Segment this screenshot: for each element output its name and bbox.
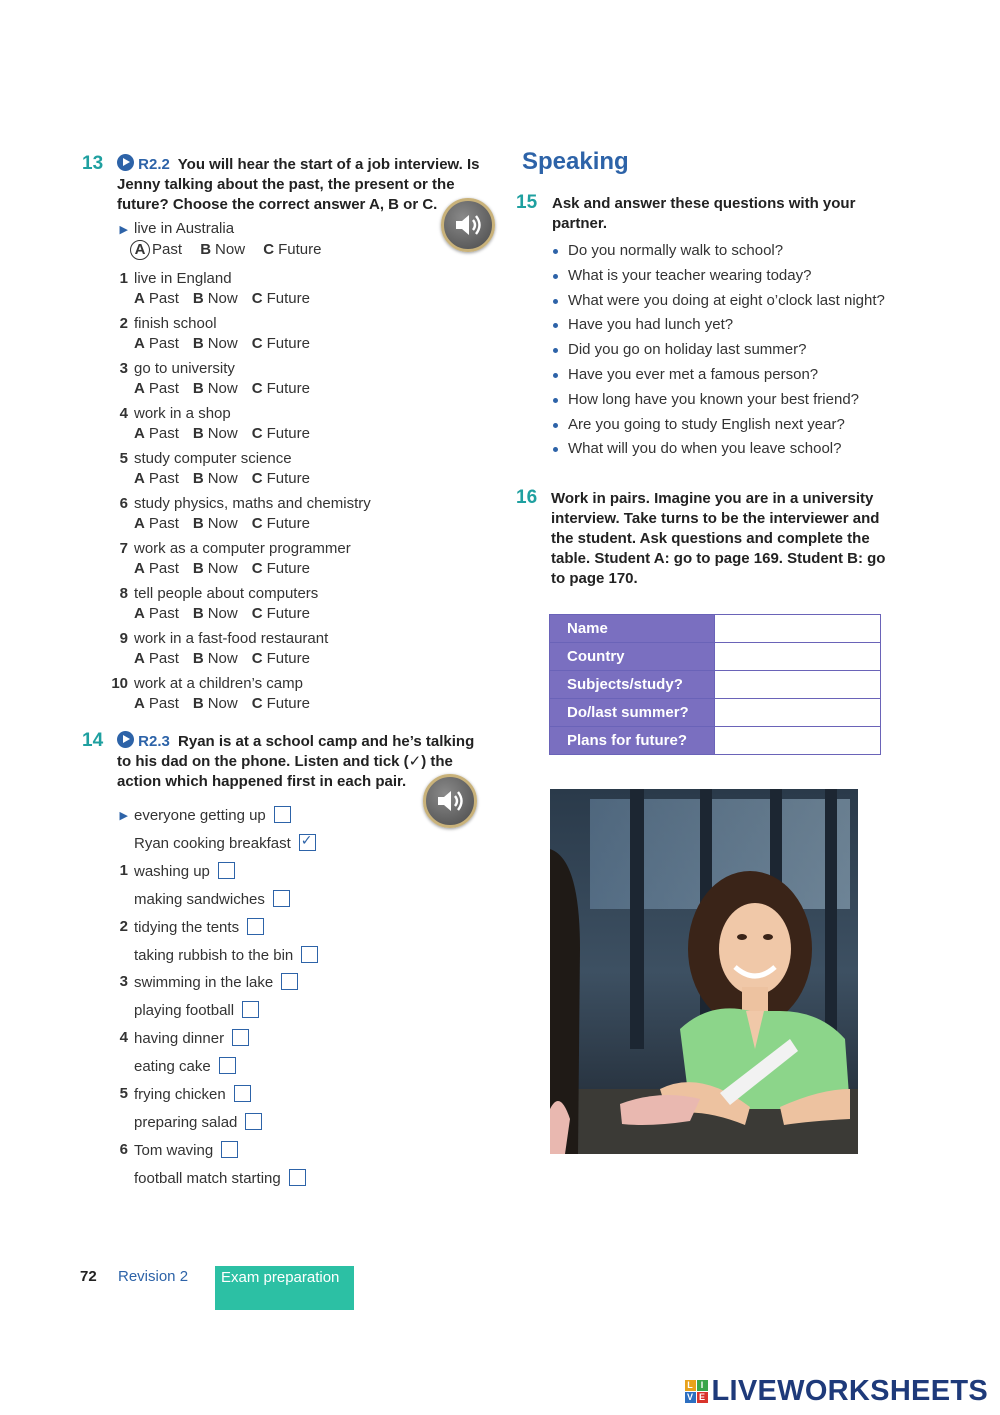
question-item: Are you going to study English next year? xyxy=(552,416,885,441)
option-b[interactable]: B Now xyxy=(192,650,238,667)
item-options xyxy=(134,515,324,532)
tick-box[interactable] xyxy=(273,890,290,907)
question-item: What were you doing at eight o’clock last night? xyxy=(552,292,885,317)
item-number: 6 xyxy=(119,495,128,512)
option-a[interactable]: A Past xyxy=(134,425,179,442)
item-number: 5 xyxy=(119,1085,128,1102)
question-item: Did you go on holiday last summer? xyxy=(552,341,885,366)
item-options xyxy=(134,650,324,667)
item-text: taking rubbish to the bin xyxy=(134,946,294,964)
interview-photo xyxy=(550,789,858,1154)
item-options xyxy=(134,380,324,397)
row-label: Country xyxy=(550,643,715,671)
exam-preparation-tab[interactable]: Exam preparation xyxy=(215,1266,354,1310)
brand-name: LIVEWORKSHEETS xyxy=(711,1374,988,1407)
option-b[interactable]: B Now xyxy=(192,380,238,397)
triangle-bullet-icon: ▶ xyxy=(119,810,128,822)
item-text: finish school xyxy=(134,315,217,332)
item-text: study computer science xyxy=(134,450,292,467)
answer-cell[interactable] xyxy=(715,727,881,755)
item-text: making sandwiches xyxy=(134,890,265,908)
item-number: 4 xyxy=(119,1029,128,1047)
item-text: swimming in the lake xyxy=(134,974,274,992)
item-number: 6 xyxy=(119,1140,128,1158)
item-options xyxy=(134,425,324,442)
speaking-title: Speaking xyxy=(522,148,629,175)
option-b[interactable]: B Now xyxy=(200,241,246,258)
ex13-audio-code: R2.2 xyxy=(138,156,170,173)
row-label: Name xyxy=(550,615,715,643)
option-c[interactable]: C Future xyxy=(251,605,310,622)
ex14-audio-code: R2.3 xyxy=(138,733,170,750)
item-text: playing football xyxy=(134,1002,235,1020)
tick-box[interactable] xyxy=(218,862,235,879)
item-text: work as a computer programmer xyxy=(134,540,351,557)
item-text: tidying the tents xyxy=(134,918,240,936)
option-a[interactable]: A Past xyxy=(134,290,179,307)
item-text: Ryan cooking breakfast xyxy=(134,834,291,852)
answer-cell[interactable] xyxy=(715,643,881,671)
item-text: football match starting xyxy=(134,1169,281,1187)
option-a[interactable]: A Past xyxy=(134,335,179,352)
item-text: work in a fast-food restaurant xyxy=(134,630,329,647)
tick-box[interactable] xyxy=(242,1001,259,1018)
ex15-question-list xyxy=(552,242,885,465)
example-options xyxy=(130,240,335,260)
item-text: tell people about computers xyxy=(134,585,319,602)
tick-box[interactable] xyxy=(245,1113,262,1130)
ex15-instructions: Ask and answer these questions with your partner. xyxy=(552,195,856,232)
speaker-icon[interactable] xyxy=(423,774,477,828)
ex16-instructions: Work in pairs. Imagine you are in a university interview. Take turns to be the interviewer and the student. Ask questions and complete the table. Student A: go to page 169. Student B: go to page 170. xyxy=(551,490,886,587)
row-label: Subjects/study? xyxy=(550,671,715,699)
item-text: everyone getting up xyxy=(134,807,266,824)
tick-box[interactable] xyxy=(234,1085,251,1102)
liveworksheets-icon: L I V E xyxy=(685,1380,708,1403)
ex13-number: 13 xyxy=(82,153,104,174)
item-text: frying chicken xyxy=(134,1086,226,1103)
tick-box[interactable] xyxy=(247,918,264,935)
item-number: 1 xyxy=(119,861,128,879)
option-b[interactable]: B Now xyxy=(192,290,238,307)
question-item: How long have you known your best friend? xyxy=(552,391,885,416)
option-a[interactable]: A Past xyxy=(134,605,179,622)
tick-box[interactable] xyxy=(301,946,318,963)
option-c[interactable]: C Future xyxy=(251,290,310,307)
ex16-number: 16 xyxy=(516,487,538,508)
option-b[interactable]: B Now xyxy=(192,335,238,352)
option-c[interactable]: C Future xyxy=(251,650,310,667)
row-label: Do/last summer? xyxy=(550,699,715,727)
tick-box[interactable] xyxy=(281,973,298,990)
option-a[interactable]: A Past xyxy=(134,650,179,667)
ex13-instruction-text: You will hear the start of a job interview. Is Jenny talking about the past, the present or the future? Choose the correct answer A, B or C. xyxy=(117,156,480,213)
item-number: 3 xyxy=(119,973,128,991)
option-a[interactable]: A Past xyxy=(134,470,179,487)
item-number: 7 xyxy=(119,540,128,557)
ex15-number: 15 xyxy=(516,192,538,213)
item-number: 2 xyxy=(119,315,128,332)
item-text: preparing salad xyxy=(134,1113,238,1131)
answer-cell[interactable] xyxy=(715,671,881,699)
question-item: Do you normally walk to school? xyxy=(552,242,885,267)
option-c[interactable]: C Future xyxy=(251,515,310,532)
ex14-number: 14 xyxy=(82,730,104,751)
item-options xyxy=(134,605,324,622)
question-item: What will you do when you leave school? xyxy=(552,440,885,465)
speaker-icon[interactable] xyxy=(441,198,495,252)
option-b[interactable]: B Now xyxy=(192,470,238,487)
option-c[interactable]: C Future xyxy=(251,380,310,397)
item-number: 9 xyxy=(119,630,128,647)
play-icon[interactable] xyxy=(117,154,134,171)
row-label: Plans for future? xyxy=(550,727,715,755)
question-item: What is your teacher wearing today? xyxy=(552,267,885,292)
tick-box[interactable] xyxy=(299,834,316,851)
brand-logo[interactable] xyxy=(685,1374,989,1408)
option-b[interactable]: B Now xyxy=(192,515,238,532)
table-row xyxy=(550,699,881,727)
item-options xyxy=(134,695,324,712)
option-b[interactable]: B Now xyxy=(192,425,238,442)
table-row xyxy=(550,727,881,755)
table-row xyxy=(550,671,881,699)
item-options xyxy=(134,470,324,487)
option-a[interactable]: A Past xyxy=(130,241,182,258)
option-c[interactable]: C Future xyxy=(251,425,310,442)
tick-box[interactable] xyxy=(232,1029,249,1046)
triangle-bullet-icon: ▶ xyxy=(119,224,128,236)
option-a[interactable]: A Past xyxy=(134,695,179,712)
ex13-instructions xyxy=(117,154,487,215)
item-number: 2 xyxy=(119,917,128,935)
question-item: Have you ever met a famous person? xyxy=(552,366,885,391)
option-c[interactable]: C Future xyxy=(251,470,310,487)
option-a[interactable]: A Past xyxy=(134,515,179,532)
item-number: 4 xyxy=(119,405,128,422)
item-text: go to university xyxy=(134,360,235,377)
item-number: 8 xyxy=(119,585,128,602)
item-text: Tom waving xyxy=(134,1141,214,1159)
item-text: work in a shop xyxy=(134,405,231,422)
option-b[interactable]: B Now xyxy=(192,695,238,712)
item-text: having dinner xyxy=(134,1030,225,1048)
ex14-instruction-text: Ryan is at a school camp and he’s talking to his dad on the phone. Listen and tick (✓) the action which happened first in each pair. xyxy=(117,733,475,790)
item-options xyxy=(134,290,324,307)
example-text: live in Australia xyxy=(134,220,235,237)
item-text: live in England xyxy=(134,270,232,287)
option-c[interactable]: C Future xyxy=(251,560,310,577)
tick-box[interactable] xyxy=(289,1169,306,1186)
item-options xyxy=(134,335,324,352)
tick-box[interactable] xyxy=(219,1057,236,1074)
answer-cell[interactable] xyxy=(715,699,881,727)
question-item: Have you had lunch yet? xyxy=(552,316,885,341)
item-options xyxy=(134,560,324,577)
tick-box[interactable] xyxy=(274,806,291,823)
item-text: eating cake xyxy=(134,1058,211,1076)
answer-cell[interactable] xyxy=(715,615,881,643)
item-number: 1 xyxy=(119,270,128,287)
option-b[interactable]: B Now xyxy=(192,605,238,622)
item-text: study physics, maths and chemistry xyxy=(134,495,371,512)
item-number: 10 xyxy=(111,675,128,692)
tick-box[interactable] xyxy=(221,1141,238,1158)
play-icon[interactable] xyxy=(117,731,134,748)
item-number: 3 xyxy=(119,360,128,377)
option-c[interactable]: C Future xyxy=(251,695,310,712)
interview-table xyxy=(549,614,881,755)
option-b[interactable]: B Now xyxy=(192,560,238,577)
table-row xyxy=(550,615,881,643)
option-a[interactable]: A Past xyxy=(134,380,179,397)
option-c[interactable]: C Future xyxy=(251,335,310,352)
item-number: 5 xyxy=(119,450,128,467)
item-text: washing up xyxy=(134,862,210,880)
option-a[interactable]: A Past xyxy=(134,560,179,577)
option-c[interactable]: C Future xyxy=(263,241,322,258)
table-row xyxy=(550,643,881,671)
section-label: Revision 2 xyxy=(118,1268,189,1285)
page-number: 72 xyxy=(80,1268,97,1285)
item-text: work at a children’s camp xyxy=(134,675,303,692)
